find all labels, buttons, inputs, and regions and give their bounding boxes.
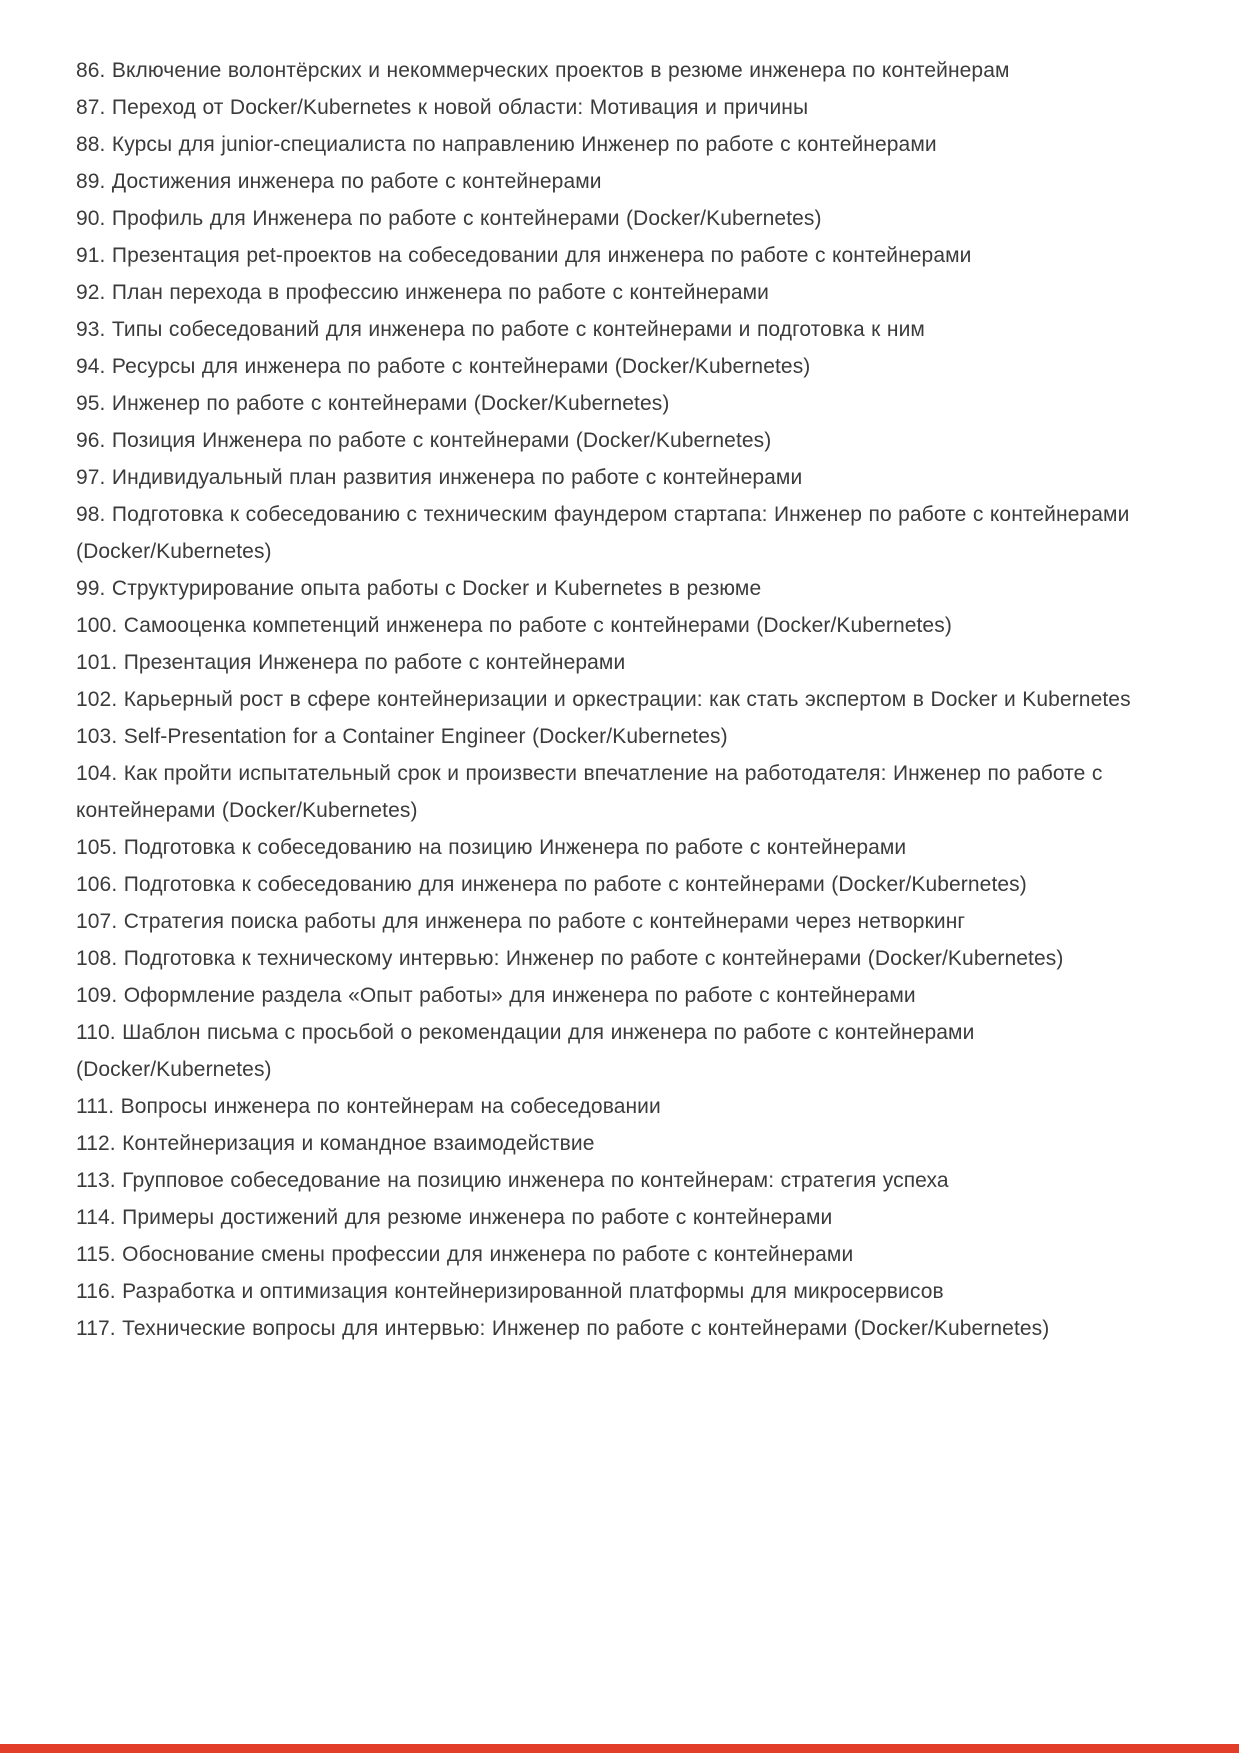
list-item: 86. Включение волонтёрских и некоммерческих проектов в резюме инженера по контейнерам (76, 59, 1010, 82)
list-item: 109. Оформление раздела «Опыт работы» для инженера по работе с контейнерами (76, 984, 916, 1007)
list-item: 111. Вопросы инженера по контейнерам на собеседовании (76, 1095, 661, 1118)
list-item: 103. Self-Presentation for a Container Engineer (Docker/Kubernetes) (76, 725, 728, 748)
list-item: 105. Подготовка к собеседованию на позицию Инженера по работе с контейнерами (76, 836, 907, 859)
list-item: 100. Самооценка компетенций инженера по работе с контейнерами (Docker/Kubernetes) (76, 614, 952, 637)
list-item: 106. Подготовка к собеседованию для инженера по работе с контейнерами (Docker/Kubernetes) (76, 873, 1027, 896)
list-item: 107. Стратегия поиска работы для инженера по работе с контейнерами через нетворкинг (76, 910, 966, 933)
list-item: 116. Разработка и оптимизация контейнеризированной платформы для микросервисов (76, 1280, 944, 1303)
list-item: 95. Инженер по работе с контейнерами (Docker/Kubernetes) (76, 392, 670, 415)
list-item: 112. Контейнеризация и командное взаимодействие (76, 1132, 595, 1155)
list-item: 93. Типы собеседований для инженера по работе с контейнерами и подготовка к ним (76, 318, 925, 341)
list-item: 99. Структурирование опыта работы с Docker и Kubernetes в резюме (76, 577, 762, 600)
bottom-accent-bar (0, 1744, 1239, 1753)
list-item: 101. Презентация Инженера по работе с контейнерами (76, 651, 626, 674)
list-item: 102. Карьерный рост в сфере контейнеризации и оркестрации: как стать экспертом в Docker и Kubernetes (76, 688, 1131, 711)
list-item: 98. Подготовка к собеседованию с техническим фаундером стартапа: Инженер по работе с контейнерами (Docker/Kubernetes) (76, 503, 1130, 563)
list-item: 90. Профиль для Инженера по работе с контейнерами (Docker/Kubernetes) (76, 207, 822, 230)
list-item: 92. План перехода в профессию инженера по работе с контейнерами (76, 281, 770, 304)
list-item: 114. Примеры достижений для резюме инженера по работе с контейнерами (76, 1206, 833, 1229)
list-item: 87. Переход от Docker/Kubernetes к новой области: Мотивация и причины (76, 96, 809, 119)
list-item: 88. Курсы для junior-специалиста по направлению Инженер по работе с контейнерами (76, 133, 937, 156)
list-item: 94. Ресурсы для инженера по работе с контейнерами (Docker/Kubernetes) (76, 355, 811, 378)
list-item: 91. Презентация pet-проектов на собеседовании для инженера по работе с контейнерами (76, 244, 972, 267)
list-item: 89. Достижения инженера по работе с контейнерами (76, 170, 602, 193)
list-item: 115. Обоснование смены профессии для инженера по работе с контейнерами (76, 1243, 854, 1266)
list-item: 96. Позиция Инженера по работе с контейнерами (Docker/Kubernetes) (76, 429, 772, 452)
list-item: 113. Групповое собеседование на позицию инженера по контейнерам: стратегия успеха (76, 1169, 949, 1192)
list-item: 104. Как пройти испытательный срок и произвести впечатление на работодателя: Инженер по работе с контейнерами (Docker/Kubernetes) (76, 762, 1103, 822)
list-item: 117. Технические вопросы для интервью: Инженер по работе с контейнерами (Docker/Kubernetes) (76, 1317, 1050, 1340)
list-item: 108. Подготовка к техническому интервью: Инженер по работе с контейнерами (Docker/Kubernetes) (76, 947, 1064, 970)
list-item: 97. Индивидуальный план развития инженера по работе с контейнерами (76, 466, 803, 489)
topic-list (76, 52, 1163, 1347)
list-item: 110. Шаблон письма с просьбой о рекомендации для инженера по работе с контейнерами (Docker/Kubernetes) (76, 1021, 975, 1081)
